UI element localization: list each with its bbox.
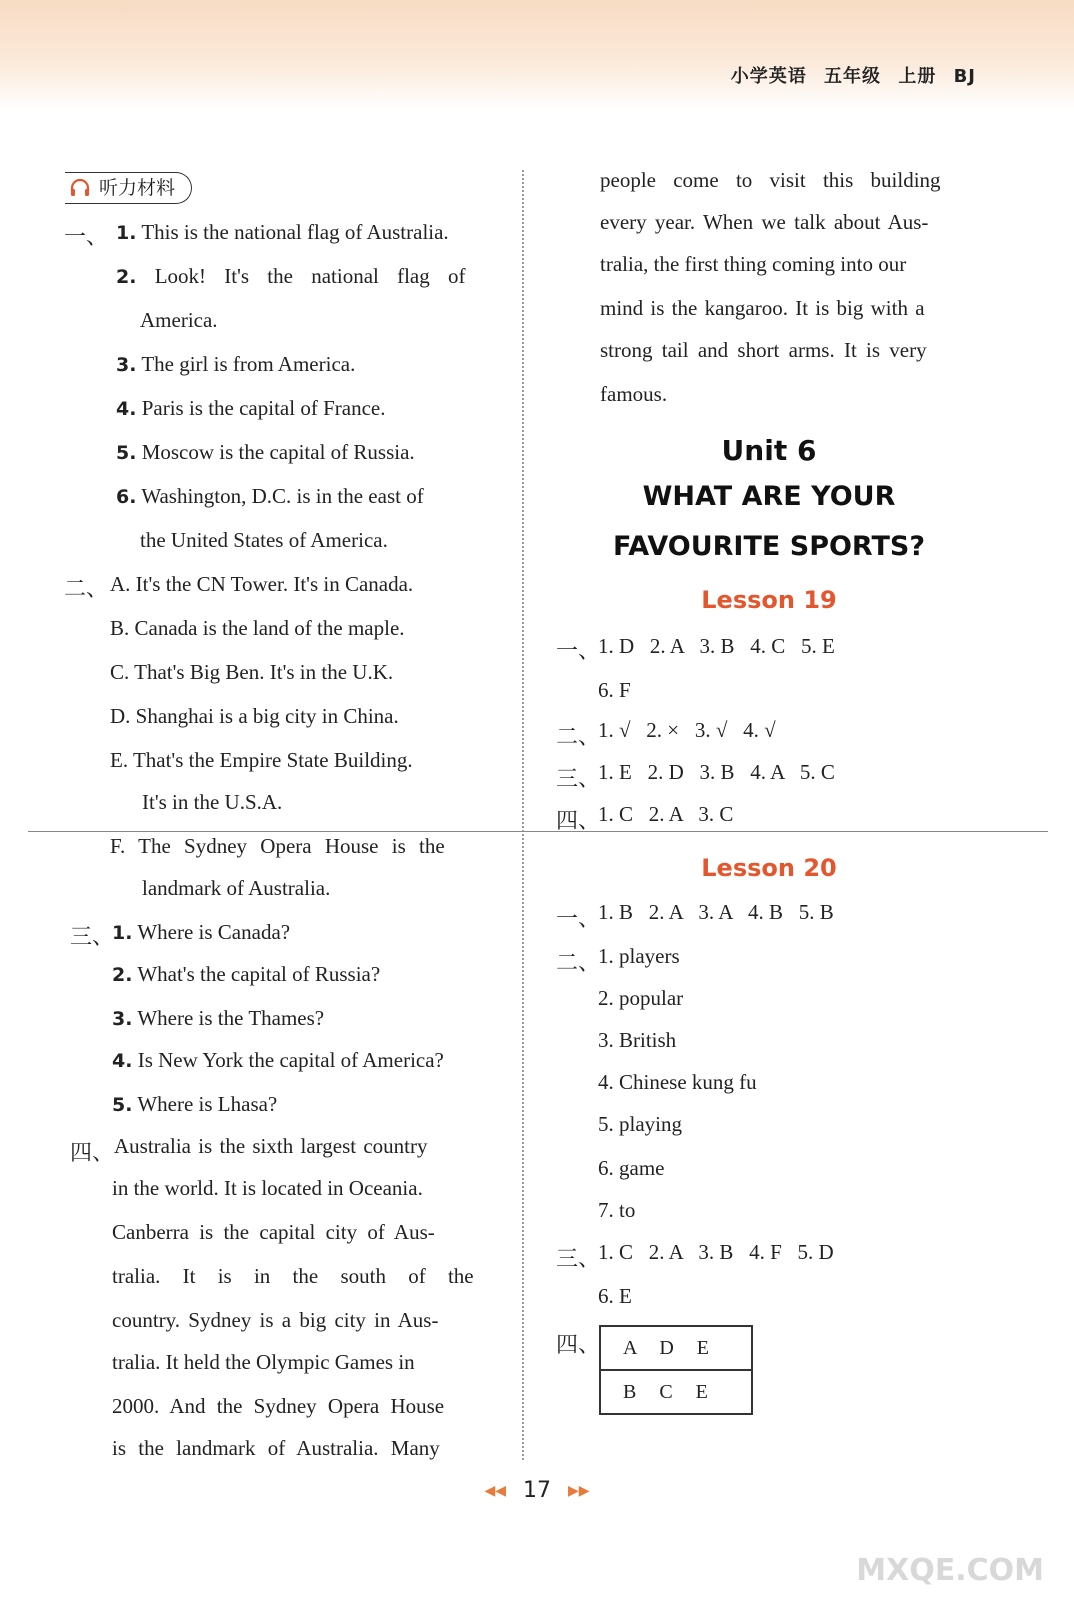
list-item: D. Shanghai is a big city in China.	[110, 704, 399, 728]
passage-line: strong tail and short arms. It is very	[600, 338, 927, 362]
passage-line: Canberra is the capital city of Aus-	[112, 1220, 435, 1244]
answer-row: 1. E 2. D 3. B 4. A 5. C	[598, 760, 835, 784]
passage-line: Australia is the sixth largest country	[114, 1134, 428, 1158]
section-mark: 二、	[556, 951, 601, 976]
list-item: 1. Where is Canada?	[112, 920, 291, 944]
answer-row: 1. B 2. A 3. A 4. B 5. B	[598, 900, 834, 924]
list-item: 2. Look! It's the national flag of	[116, 264, 466, 288]
list-item: 4. Paris is the capital of France.	[116, 396, 386, 420]
section-mark: 三、	[556, 1247, 601, 1272]
headphones-icon	[69, 177, 91, 199]
list-item: 3. Where is the Thames?	[112, 1006, 325, 1030]
list-item: A. It's the CN Tower. It's in Canada.	[110, 572, 414, 596]
list-item-cont: America.	[140, 308, 218, 332]
list-item: 6. Washington, D.C. is in the east of	[116, 484, 424, 508]
grid-row: B C E	[601, 1369, 751, 1413]
list-item-cont: It's in the U.S.A.	[142, 790, 283, 814]
prev-arrow-icon: ◀◀	[484, 1483, 506, 1499]
section-mark: 三、	[556, 767, 601, 792]
list-item: 5. Where is Lhasa?	[112, 1092, 278, 1116]
grid-row: A D E	[623, 1337, 711, 1359]
passage-line: is the landmark of Australia. Many	[112, 1436, 440, 1460]
list-item: C. That's Big Ben. It's in the U.K.	[110, 660, 394, 684]
page-number: 17	[523, 1478, 551, 1503]
section-mark: 一、	[556, 907, 601, 932]
answer-row: 5. playing	[598, 1112, 682, 1136]
section-mark: 一、	[556, 639, 601, 664]
section-mark: 四、	[556, 1333, 601, 1358]
page-header-band	[0, 0, 1074, 110]
list-item: 3. The girl is from America.	[116, 352, 356, 376]
next-arrow-icon: ▶▶	[568, 1483, 590, 1499]
lesson-20-heading: Lesson 20	[701, 854, 837, 882]
answer-row: 6. F	[598, 678, 631, 702]
answer-row: 1. C 2. A 3. B 4. F 5. D	[598, 1240, 834, 1264]
section-mark: 二、	[64, 577, 109, 602]
page-footer	[0, 1478, 1074, 1503]
answer-row: 1. D 2. A 3. B 4. C 5. E	[598, 634, 835, 658]
passage-line: people come to visit this building	[600, 168, 941, 192]
section-mark: 三、	[70, 925, 115, 950]
answer-row: 6. E	[598, 1284, 632, 1308]
passage-line: famous.	[600, 382, 668, 406]
answer-row: 1. C 2. A 3. C	[598, 802, 734, 826]
section-mark: 四、	[70, 1141, 115, 1166]
lesson-19-heading: Lesson 19	[701, 586, 837, 614]
unit-title-line2: FAVOURITE SPORTS?	[612, 531, 926, 562]
list-item-cont: the United States of America.	[140, 528, 388, 552]
passage-line: 2000. And the Sydney Opera House	[112, 1394, 445, 1418]
list-item: 2. What's the capital of Russia?	[112, 962, 381, 986]
answer-row: 1. players	[598, 944, 680, 968]
tag-label: 听力材料	[99, 177, 176, 199]
unit-number: Unit 6	[721, 434, 817, 467]
passage-line: tralia. It is in the south of the	[112, 1264, 474, 1288]
list-item: 4. Is New York the capital of America?	[112, 1048, 444, 1072]
passage-line: tralia. It held the Olympic Games in	[112, 1350, 415, 1374]
listening-material-tag	[65, 172, 192, 204]
list-item: F. The Sydney Opera House is the	[110, 834, 445, 858]
list-item: 1. This is the national flag of Australia.	[116, 220, 449, 244]
answer-row: 1. √ 2. × 3. √ 4. √	[598, 718, 776, 742]
passage-line: every year. When we talk about Aus-	[600, 210, 929, 234]
list-item: 5. Moscow is the capital of Russia.	[116, 440, 415, 464]
section-mark: 二、	[556, 725, 601, 750]
passage-line: tralia, the first thing coming into our	[600, 252, 907, 276]
list-item-cont: landmark of Australia.	[142, 876, 331, 900]
scan-fold-line	[28, 831, 1048, 832]
list-item: B. Canada is the land of the maple.	[110, 616, 405, 640]
answer-row: 3. British	[598, 1028, 677, 1052]
unit-title-line1: WHAT ARE YOUR	[642, 481, 896, 512]
list-item: E. That's the Empire State Building.	[110, 748, 413, 772]
answer-grid	[599, 1325, 753, 1415]
section-mark: 一、	[64, 225, 109, 250]
watermark: MXQE.COM	[856, 1553, 1044, 1588]
column-divider	[522, 170, 524, 1460]
section-mark: 四、	[556, 809, 601, 834]
answer-row: 4. Chinese kung fu	[598, 1070, 757, 1094]
passage-line: in the world. It is located in Oceania.	[112, 1176, 423, 1200]
passage-line: country. Sydney is a big city in Aus-	[112, 1308, 439, 1332]
answer-row: 2. popular	[598, 986, 684, 1010]
passage-line: mind is the kangaroo. It is big with a	[600, 296, 925, 320]
answer-row: 6. game	[598, 1156, 665, 1180]
header-subject-label: 小学英语 五年级 上册 BJ	[730, 66, 976, 87]
answer-row: 7. to	[598, 1198, 636, 1222]
